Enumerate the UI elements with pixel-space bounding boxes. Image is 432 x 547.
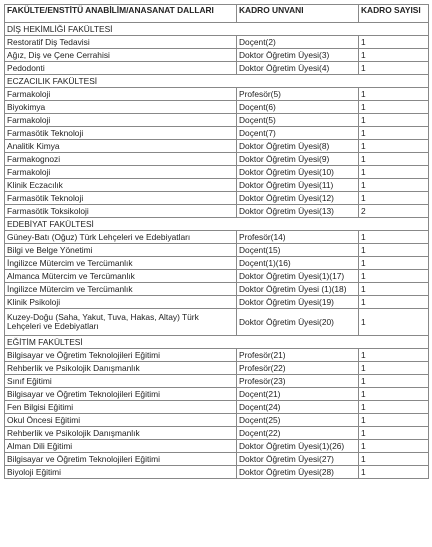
title-cell: Doçent(22) — [237, 427, 359, 440]
count-cell: 1 — [359, 62, 429, 75]
department-cell: Farmakoloji — [5, 88, 237, 101]
count-cell: 2 — [359, 205, 429, 218]
section-label: EDEBİYAT FAKÜLTESİ — [5, 218, 429, 231]
title-cell: Doktor Öğretim Üyesi(3) — [237, 49, 359, 62]
count-cell: 1 — [359, 466, 429, 479]
department-cell: Farmasötik Toksikoloji — [5, 205, 237, 218]
title-cell: Doçent(6) — [237, 101, 359, 114]
count-cell: 1 — [359, 401, 429, 414]
department-cell: Ağız, Diş ve Çene Cerrahisi — [5, 49, 237, 62]
count-cell: 1 — [359, 36, 429, 49]
table-row — [5, 296, 429, 309]
department-cell: Bilgisayar ve Öğretim Teknolojileri Eğitimi — [5, 349, 237, 362]
title-cell: Doktor Öğretim Üyesi(10) — [237, 166, 359, 179]
section-row — [5, 218, 429, 231]
table-row — [5, 153, 429, 166]
title-cell: Doçent(25) — [237, 414, 359, 427]
count-cell: 1 — [359, 270, 429, 283]
table-row — [5, 166, 429, 179]
title-cell: Profesör(23) — [237, 375, 359, 388]
department-cell: Fen Bilgisi Eğitimi — [5, 401, 237, 414]
title-cell: Doktor Öğretim Üyesi(1)(17) — [237, 270, 359, 283]
department-cell: Güney-Batı (Oğuz) Türk Lehçeleri ve Edebiyatları — [5, 231, 237, 244]
table-row — [5, 427, 429, 440]
department-cell: Analitik Kimya — [5, 140, 237, 153]
department-cell: Almanca Mütercim ve Tercümanlık — [5, 270, 237, 283]
title-cell: Doktor Öğretim Üyesi(4) — [237, 62, 359, 75]
kadro-table-container — [4, 4, 428, 479]
header-row — [5, 5, 429, 23]
table-row — [5, 466, 429, 479]
section-row — [5, 75, 429, 88]
title-cell: Doktor Öğretim Üyesi(12) — [237, 192, 359, 205]
table-row — [5, 127, 429, 140]
count-cell: 1 — [359, 192, 429, 205]
header-count: KADRO SAYISI — [359, 5, 429, 23]
count-cell: 1 — [359, 349, 429, 362]
count-cell: 1 — [359, 244, 429, 257]
count-cell: 1 — [359, 362, 429, 375]
count-cell: 1 — [359, 375, 429, 388]
department-cell: Bilgi ve Belge Yönetimi — [5, 244, 237, 257]
table-row — [5, 179, 429, 192]
title-cell: Doçent(15) — [237, 244, 359, 257]
title-cell: Doktor Öğretim Üyesi(13) — [237, 205, 359, 218]
title-cell: Doktor Öğretim Üyesi(1)(26) — [237, 440, 359, 453]
department-cell: Bilgisayar ve Öğretim Teknolojileri Eğitimi — [5, 388, 237, 401]
department-cell: Farmakoloji — [5, 166, 237, 179]
title-cell: Profesör(21) — [237, 349, 359, 362]
title-cell: Doktor Öğretim Üyesi(20) — [237, 309, 359, 336]
department-cell: Pedodonti — [5, 62, 237, 75]
department-cell: Okul Öncesi Eğitimi — [5, 414, 237, 427]
table-row — [5, 192, 429, 205]
table-row — [5, 114, 429, 127]
department-cell: Bilgisayar ve Öğretim Teknolojileri Eğitimi — [5, 453, 237, 466]
count-cell: 1 — [359, 153, 429, 166]
department-cell: Farmasötik Teknoloji — [5, 127, 237, 140]
table-row — [5, 257, 429, 270]
section-row — [5, 336, 429, 349]
table-row — [5, 231, 429, 244]
section-row — [5, 23, 429, 36]
table-row — [5, 62, 429, 75]
section-label: DİŞ HEKİMLİĞİ FAKÜLTESİ — [5, 23, 429, 36]
table-row — [5, 49, 429, 62]
department-cell: Klinik Psikoloji — [5, 296, 237, 309]
table-body — [5, 23, 429, 479]
count-cell: 1 — [359, 88, 429, 101]
count-cell: 1 — [359, 257, 429, 270]
department-cell: Restoratif Diş Tedavisi — [5, 36, 237, 49]
title-cell: Profesör(22) — [237, 362, 359, 375]
table-row — [5, 414, 429, 427]
count-cell: 1 — [359, 388, 429, 401]
title-cell: Doktor Öğretim Üyesi(11) — [237, 179, 359, 192]
department-cell: Farmakoloji — [5, 114, 237, 127]
table-row — [5, 440, 429, 453]
table-row — [5, 388, 429, 401]
table-row — [5, 244, 429, 257]
department-cell: Rehberlik ve Psikolojik Danışmanlık — [5, 362, 237, 375]
department-cell: Biyoloji Eğitimi — [5, 466, 237, 479]
title-cell: Doktor Öğretim Üyesi(19) — [237, 296, 359, 309]
table-row — [5, 101, 429, 114]
title-cell: Doktor Öğretim Üyesi(8) — [237, 140, 359, 153]
count-cell: 1 — [359, 309, 429, 336]
title-cell: Doçent(2) — [237, 36, 359, 49]
title-cell: Doçent(5) — [237, 114, 359, 127]
title-cell: Doçent(24) — [237, 401, 359, 414]
count-cell: 1 — [359, 49, 429, 62]
section-label: EĞİTİM FAKÜLTESİ — [5, 336, 429, 349]
title-cell: Doçent(1)(16) — [237, 257, 359, 270]
count-cell: 1 — [359, 427, 429, 440]
title-cell: Doçent(21) — [237, 388, 359, 401]
count-cell: 1 — [359, 414, 429, 427]
count-cell: 1 — [359, 231, 429, 244]
table-row — [5, 36, 429, 49]
title-cell: Doktor Öğretim Üyesi (1)(18) — [237, 283, 359, 296]
title-cell: Profesör(14) — [237, 231, 359, 244]
table-row — [5, 88, 429, 101]
kadro-table — [4, 4, 429, 479]
department-cell: Farmasötik Teknoloji — [5, 192, 237, 205]
count-cell: 1 — [359, 283, 429, 296]
table-row — [5, 349, 429, 362]
count-cell: 1 — [359, 453, 429, 466]
section-label: ECZACILIK FAKÜLTESİ — [5, 75, 429, 88]
department-cell: İngilizce Mütercim ve Tercümanlık — [5, 283, 237, 296]
table-row — [5, 453, 429, 466]
table-row — [5, 205, 429, 218]
count-cell: 1 — [359, 114, 429, 127]
department-cell: Alman Dili Eğitimi — [5, 440, 237, 453]
title-cell: Doktor Öğretim Üyesi(27) — [237, 453, 359, 466]
count-cell: 1 — [359, 296, 429, 309]
count-cell: 1 — [359, 140, 429, 153]
count-cell: 1 — [359, 127, 429, 140]
department-cell: Klinik Eczacılık — [5, 179, 237, 192]
header-department: FAKÜLTE/ENSTİTÜ ANABİLİM/ANASANAT DALLARI — [5, 5, 237, 23]
department-cell: Kuzey-Doğu (Saha, Yakut, Tuva, Hakas, Altay) Türk Lehçeleri ve Edebiyatları — [5, 309, 237, 336]
department-cell: Biyokimya — [5, 101, 237, 114]
table-row — [5, 401, 429, 414]
department-cell: Farmakognozi — [5, 153, 237, 166]
count-cell: 1 — [359, 179, 429, 192]
title-cell: Doktor Öğretim Üyesi(9) — [237, 153, 359, 166]
count-cell: 1 — [359, 101, 429, 114]
table-row — [5, 270, 429, 283]
table-row — [5, 283, 429, 296]
title-cell: Doçent(7) — [237, 127, 359, 140]
header-title: KADRO UNVANI — [237, 5, 359, 23]
department-cell: İngilizce Mütercim ve Tercümanlık — [5, 257, 237, 270]
department-cell: Rehberlik ve Psikolojik Danışmanlık — [5, 427, 237, 440]
table-row — [5, 362, 429, 375]
department-cell: Sınıf Eğitimi — [5, 375, 237, 388]
table-row — [5, 375, 429, 388]
count-cell: 1 — [359, 166, 429, 179]
table-row — [5, 140, 429, 153]
title-cell: Doktor Öğretim Üyesi(28) — [237, 466, 359, 479]
title-cell: Profesör(5) — [237, 88, 359, 101]
table-row — [5, 309, 429, 336]
count-cell: 1 — [359, 440, 429, 453]
